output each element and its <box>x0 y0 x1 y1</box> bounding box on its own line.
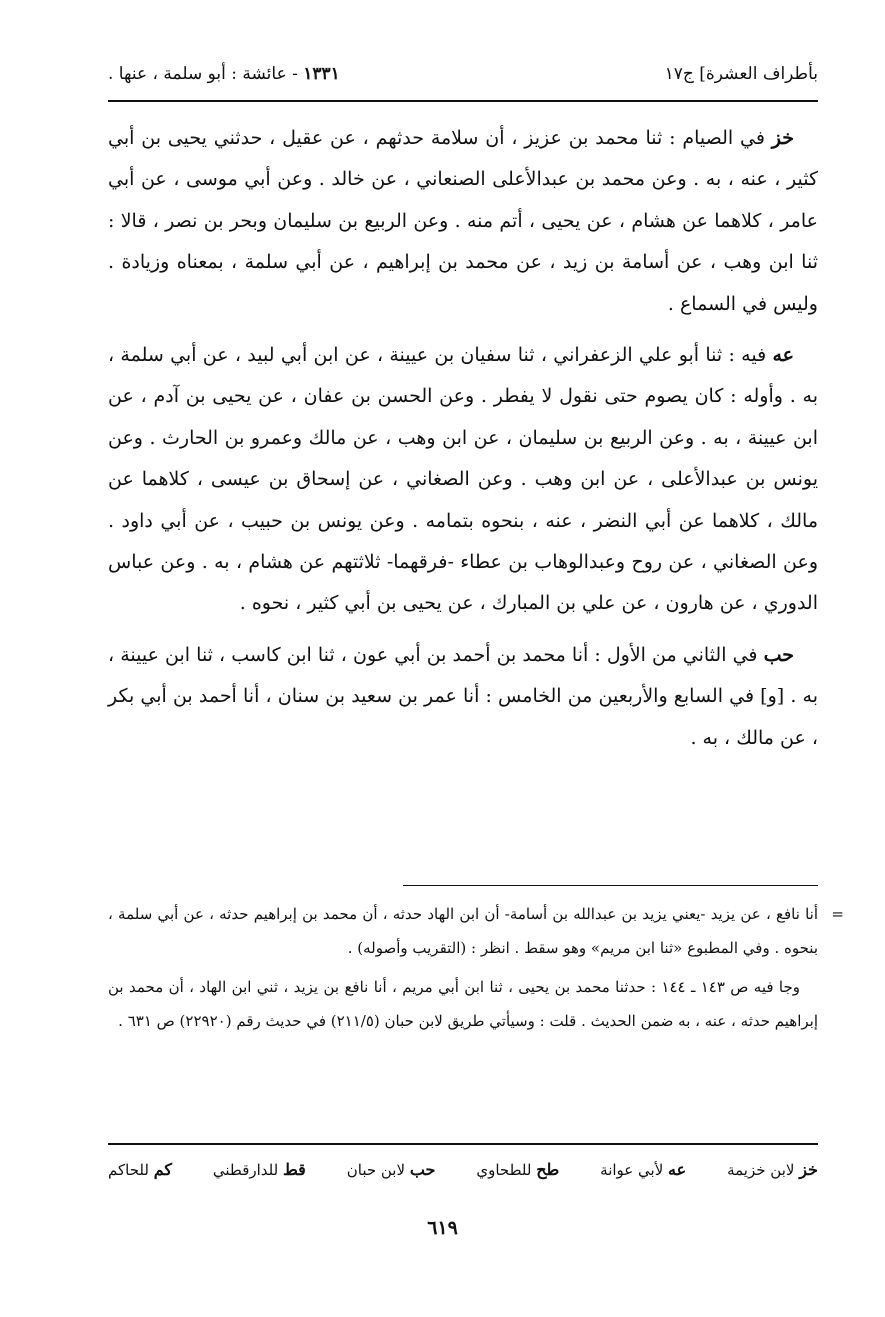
book-title: بأطراف العشرة] ج١٧ <box>664 64 818 84</box>
legend-code: حب <box>409 1160 436 1179</box>
paragraph-abu-awanah <box>108 335 818 625</box>
hadith-heading <box>108 56 340 92</box>
running-header <box>108 56 818 92</box>
legend-label: لابن خزيمة <box>727 1161 795 1179</box>
legend-item <box>600 1155 686 1185</box>
legend-item <box>213 1155 306 1185</box>
legend-label: للدارقطني <box>212 1161 279 1179</box>
legend-code: كم <box>153 1160 172 1179</box>
page-number: ٦١٩ <box>427 1217 458 1239</box>
legend-rule <box>108 1143 818 1145</box>
paragraph-text: في الصيام : ثنا محمد بن عزيز ، أن سلامة حدثهم ، عن عقيل ، حدثني يحيى بن أبي كثير ، عنه ، به . وعن محمد بن عبدالأعلى الصنعاني ، عن خالد . وعن أبي موسى ، عن أبي عامر ، كلاهما عن هشام ، عن يحيى ، أتم منه . وعن الربيع بن سليمان وبحر بن نصر ، قالا : ثنا ابن وهب ، عن أسامة بن زيد ، عن محمد بن إبراهيم ، عن أبي سلمة ، بمعناه وزيادة . وليس في السماع . <box>108 127 818 315</box>
legend-label: لابن حبان <box>346 1161 406 1179</box>
siglum: خز <box>771 127 794 149</box>
legend-item <box>347 1155 436 1185</box>
footnote <box>108 971 818 1038</box>
header-rule <box>108 100 818 102</box>
paragraph-ibn-hibban <box>108 635 818 759</box>
hadith-number: ١٣٣١ <box>303 64 340 84</box>
legend-label: لأبي عوانة <box>600 1161 664 1179</box>
legend-code: قط <box>282 1160 306 1179</box>
paragraph-text: فيه : ثنا أبو علي الزعفراني ، ثنا سفيان بن عيينة ، عن ابن أبي لبيد ، عن أبي سلمة ، به . وأوله : كان يصوم حتى نقول لا يفطر . وعن الحسن بن عفان ، عن يحيى بن آدم ، عن ابن عيينة ، به . وعن الربيع بن سليمان ، عن ابن وهب ، عن مالك وعمرو بن الحارث . وعن يونس بن عبدالأعلى ، عن ابن وهب . وعن الصغاني ، عن إسحاق بن عيسى ، كلاهما عن مالك ، كلاهما عن أبي النضر ، عنه ، بنحوه بتمامه . وعن يونس بن حبيب ، عن أبي داود . وعن الصغاني ، عن روح وعبدالوهاب بن عطاء -فرقهما- ثلاثتهم عن هشام ، به . وعن عباس الدوري ، عن هارون ، عن علي بن المبارك ، عن يحيى بن أبي كثير ، نحوه . <box>108 344 818 615</box>
footnotes <box>108 898 844 1038</box>
legend-code: عه <box>668 1160 687 1179</box>
siglum: عه <box>772 344 794 367</box>
paragraph-ibn-khuzaymah <box>108 118 818 325</box>
paragraph-text: في الثاني من الأول : أنا محمد بن أحمد بن أبي عون ، ثنا ابن كاسب ، ثنا ابن عيينة ، به . [و] في السابع والأربعين من الخامس : أنا عمر بن سعيد بن سنان ، أنا أحمد بن أبي بكر ، عن مالك ، به . <box>108 643 818 749</box>
legend-code: طح <box>536 1160 560 1179</box>
footnote-continued <box>108 898 844 965</box>
legend-item <box>108 1155 172 1185</box>
legend-item <box>727 1155 818 1185</box>
main-text <box>108 118 818 769</box>
abbreviation-legend <box>108 1155 818 1185</box>
footnote-text: أنا نافع ، عن يزيد -يعني يزيد بن عبدالله بن أسامة- أن ابن الهاد حدثه ، أن محمد بن إبراهيم حدثه ، عن أبي سلمة ، بنحوه . وفي المطبوع «ثنا ابن مريم» وهو سقط . انظر : (التقريب وأصوله) . <box>108 905 818 957</box>
legend-label: للحاكم <box>108 1161 149 1179</box>
hadith-context: - عائشة : أبو سلمة ، عنها . <box>108 64 298 84</box>
footnote-text: وجا فيه ص ١٤٣ ـ ١٤٤ : حدثنا محمد بن يحيى ، ثنا ابن أبي مريم ، أنا نافع بن يزيد ، ثني ابن الهاد ، أن محمد بن إبراهيم حدثه ، عنه ، به ضمن الحديث . قلت : وسيأتي طريق لابن حبان (٢١١/٥) في حديث رقم (٢٢٩٢٠) ص ٦٣١ . <box>108 978 818 1030</box>
legend-code: خز <box>799 1160 818 1179</box>
footnote-rule <box>403 885 818 886</box>
legend-label: للطحاوي <box>476 1161 532 1179</box>
continuation-mark: = <box>831 905 844 923</box>
legend-item <box>476 1155 559 1185</box>
siglum: حب <box>763 643 794 666</box>
